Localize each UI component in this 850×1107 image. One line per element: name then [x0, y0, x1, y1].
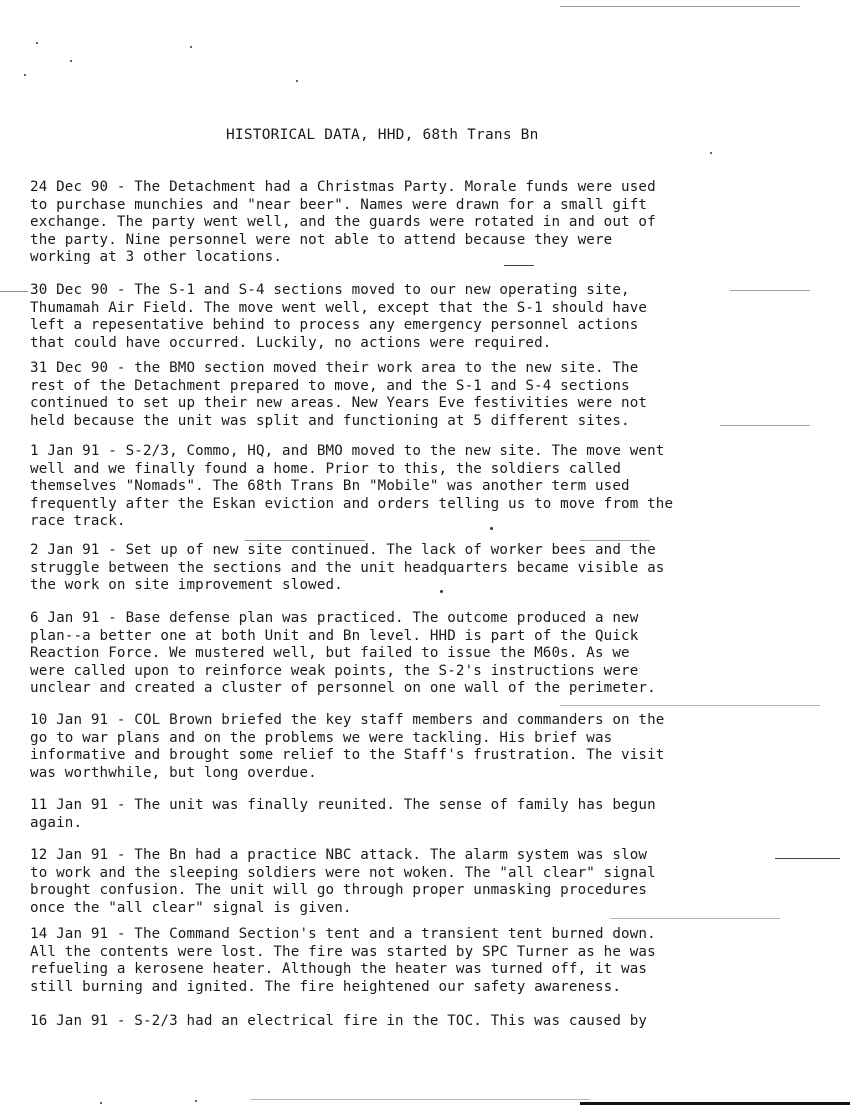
scan-artifact-dash	[245, 540, 365, 541]
scan-artifact-bottom-bar	[580, 1102, 850, 1105]
log-entry-1-jan-91: 1 Jan 91 - S-2/3, Commo, HQ, and BMO moved to the new site. The move went well and we finally found a home. Prior to this, the soldiers called themselves "Nomads". The 68th Trans Bn "Mobile" was another term used frequently after the Eskan eviction and orders telling us to move from the race track.	[30, 443, 674, 529]
scan-artifact-dash	[560, 705, 820, 706]
scan-speck	[190, 46, 192, 48]
scan-artifact-dash	[580, 540, 650, 541]
scan-speck	[296, 80, 298, 82]
scan-artifact-dash	[504, 265, 534, 266]
scan-speck	[195, 1100, 197, 1102]
log-entry-14-jan-91: 14 Jan 91 - The Command Section's tent and a transient tent burned down. All the contents were lost. The fire was started by SPC Turner as he was refueling a kerosene heater. Although the heater was turned off, it was still burning and ignited. The fire heightened our safety awareness.	[30, 926, 656, 995]
scan-speck	[710, 152, 712, 154]
scan-speck	[100, 1102, 102, 1104]
scan-speck	[440, 590, 443, 593]
scan-speck	[36, 42, 38, 44]
scan-artifact-dash	[610, 918, 780, 919]
log-entry-31-dec-90: 31 Dec 90 - the BMO section moved their work area to the new site. The rest of the Detachment prepared to move, and the S-1 and S-4 sections continued to set up their new areas. New Years Eve festivities were not held because the unit was split and functioning at 5 different sites.	[30, 360, 648, 429]
scan-artifact-dash	[250, 1099, 590, 1100]
scan-artifact-dash	[730, 290, 810, 291]
scan-artifact-dash	[720, 425, 810, 426]
log-entry-10-jan-91: 10 Jan 91 - COL Brown briefed the key staff members and commanders on the go to war plans and on the problems we were tackling. His brief was informative and brought some relief to the Staff's frustration. The visit was worthwhile, but long overdue.	[30, 712, 665, 781]
log-entry-6-jan-91: 6 Jan 91 - Base defense plan was practiced. The outcome produced a new plan--a better one at both Unit and Bn level. HHD is part of the Quick Reaction Force. We mustered well, but failed to issue the M60s. As we were called upon to reinforce weak points, the S-2's instructions were unclear and created a cluster of personnel on one wall of the perimeter.	[30, 610, 656, 696]
log-entry-24-dec-90: 24 Dec 90 - The Detachment had a Christmas Party. Morale funds were used to purchase munchies and "near beer". Names were drawn for a small gift exchange. The party went well, and the guards were rotated in and out of the party. Nine personnel were not able to attend because they were working at 3 other locations.	[30, 179, 656, 265]
scan-artifact-dash	[775, 858, 840, 859]
log-entry-16-jan-91: 16 Jan 91 - S-2/3 had an electrical fire in the TOC. This was caused by	[30, 1013, 648, 1029]
log-entry-12-jan-91: 12 Jan 91 - The Bn had a practice NBC attack. The alarm system was slow to work and the sleeping soldiers were not woken. The "all clear" signal brought confusion. The unit will go through proper unmasking procedures once the "all clear" signal is given.	[30, 847, 656, 916]
log-entry-11-jan-91: 11 Jan 91 - The unit was finally reunited. The sense of family has begun again.	[30, 797, 656, 831]
scan-speck	[490, 527, 493, 530]
scan-speck	[70, 60, 72, 62]
log-entry-2-jan-91: 2 Jan 91 - Set up of new site continued. The lack of worker bees and the struggle between the sections and the unit headquarters became visible as the work on site improvement slowed.	[30, 542, 665, 593]
log-entry-30-dec-90: 30 Dec 90 - The S-1 and S-4 sections moved to our new operating site, Thumamah Air Field. The move went well, except that the S-1 should have left a repesentative behind to process any emergency personnel actions that could have occurred. Luckily, no actions were required.	[30, 282, 648, 351]
scan-artifact-dash	[0, 291, 28, 292]
document-title: HISTORICAL DATA, HHD, 68th Trans Bn	[226, 127, 539, 143]
scan-speck	[24, 74, 26, 76]
scan-artifact-top-line	[560, 6, 800, 7]
